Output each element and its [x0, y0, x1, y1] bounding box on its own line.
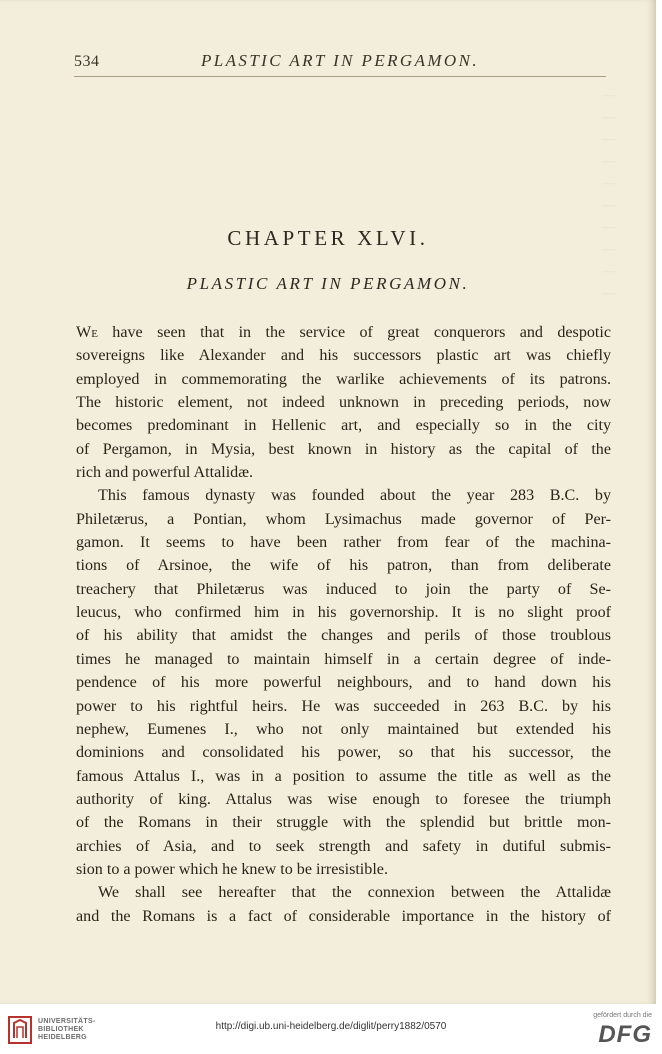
text-line: The historic element, not indeed unknown in preceding periods, now	[76, 394, 611, 412]
text-line: leucus, who confirmed him in his governorship. It is no slight proof	[76, 604, 611, 622]
running-title: PLASTIC ART IN PERGAMON.	[201, 51, 479, 70]
page-number: 534	[74, 53, 100, 70]
text-line: famous Attalus I., was in a position to assume the title as well as the	[76, 767, 611, 785]
text-line: nephew, Eumenes I., who not only maintained but extended his	[76, 720, 611, 738]
text-line: times he managed to maintain himself in a certain degree of inde-	[76, 650, 611, 668]
text-line: pendence of his more powerful neighbours, and to hand down his	[76, 674, 611, 692]
text-line: We have seen that in the service of great conquerors and despotic	[76, 324, 611, 341]
text-line: treachery that Philetærus was induced to join the party of Se-	[76, 580, 611, 598]
text-line: of Pergamon, in Mysia, best known in history as the capital of the	[76, 440, 611, 458]
dfg-logo: DFG	[598, 1021, 652, 1048]
funding-caption: gefördert durch die	[593, 1012, 652, 1019]
text-line: gamon. It seems to have been rather from fear of the machina-	[76, 534, 611, 552]
text-line: archies of Asia, and to seek strength and safety in dutiful submis-	[76, 837, 611, 855]
body-text	[76, 321, 611, 928]
text-line: We shall see hereafter that the connexion between the Attalidæ	[98, 884, 611, 902]
text-line: and the Romans is a fact of considerable importance in the history of	[76, 907, 611, 925]
text-line: sovereigns like Alexander and his successors plastic art was chiefly	[76, 347, 611, 365]
footer-bar	[0, 1004, 662, 1054]
text-line: This famous dynasty was founded about the year 283 B.C. by	[98, 487, 611, 505]
chapter-title: CHAPTER XLVI.	[227, 226, 429, 250]
text-line: dominions and consolidated his power, so that his successor, the	[76, 744, 611, 762]
paragraph-lead-word: We	[76, 324, 98, 341]
text-line: power to his rightful heirs. He was succeeded in 263 B.C. by his	[76, 697, 611, 715]
permalink-url[interactable]: http://digi.ub.uni-heidelberg.de/diglit/perry1882/0570	[215, 1021, 447, 1032]
bleed-through-text: — — — — — — — — — —	[602, 88, 616, 300]
text-line: becomes predominant in Hellenic art, and especially so in the city	[76, 417, 611, 435]
text-line: authority of king. Attalus was wise enough to foresee the triumph	[76, 790, 611, 808]
text-line: tions of Arsinoe, the wife of his patron, than from deliberate	[76, 557, 611, 575]
text-line: rich and powerful Attalidæ.	[76, 464, 253, 482]
text-line: of the Romans in their struggle with the splendid but brittle mon-	[76, 814, 611, 832]
running-head	[74, 50, 606, 77]
text-line: employed in commemorating the warlike achievements of its patrons.	[76, 370, 611, 388]
chapter-subtitle: PLASTIC ART IN PERGAMON.	[186, 274, 470, 293]
text-line: sion to a power which he knew to be irresistible.	[76, 860, 388, 878]
text-line: Philetærus, a Pontian, whom Lysimachus made governor of Per-	[76, 510, 611, 528]
text-line: of his ability that amidst the changes and perils of those troublous	[76, 627, 611, 645]
library-name: UNIVERSITÄTS- BIBLIOTHEK HEIDELBERG	[38, 1018, 96, 1041]
